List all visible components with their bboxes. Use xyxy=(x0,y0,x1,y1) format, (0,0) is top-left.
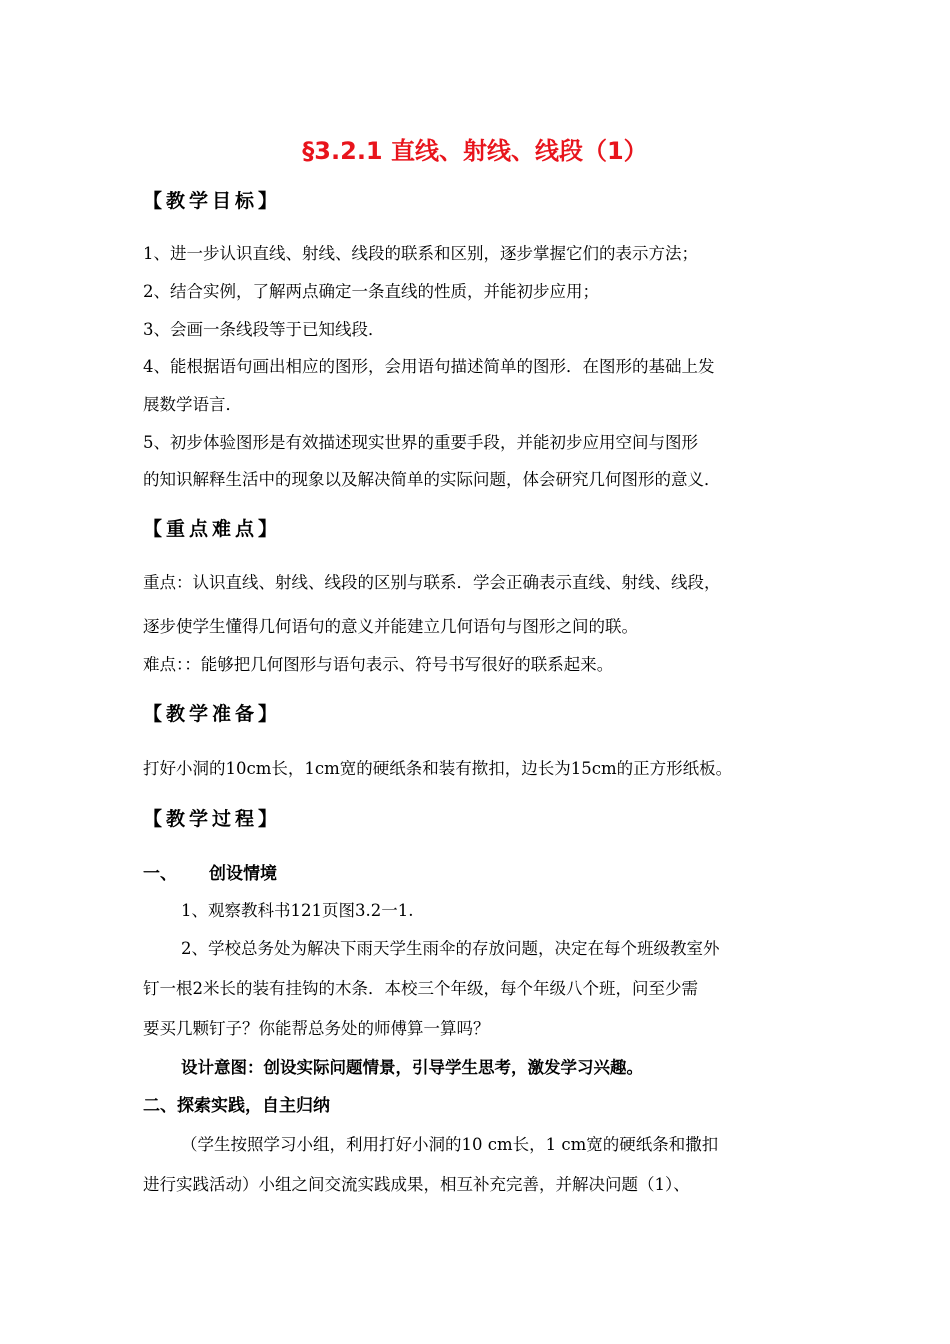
key-point-line: 逐步使学生懂得几何语句的意义并能建立几何语句与图形之间的联。 xyxy=(143,617,638,636)
design-intent: 设计意图：创设实际问题情景，引导学生思考，激发学习兴趣。 xyxy=(181,1058,643,1077)
objective-line: 2、结合实例，了解两点确定一条直线的性质，并能初步应用； xyxy=(143,282,599,301)
objective-line: 3、会画一条线段等于已知线段． xyxy=(143,320,385,339)
key-point-line: 重点：认识直线、射线、线段的区别与联系．学会正确表示直线、射线、线段， xyxy=(143,573,721,592)
process-line: 2、学校总务处为解决下雨天学生雨伞的存放问题，决定在每个班级教室外 xyxy=(181,939,720,958)
process-line: 要买几颗钉子？你能帮总务处的师傅算一算吗？ xyxy=(143,1019,490,1038)
document-title: §3.2.1 直线、射线、线段（1） xyxy=(302,137,648,165)
process-line: 钉一根2米长的装有挂钩的木条．本校三个年级，每个年级八个班，问至少需 xyxy=(143,979,698,998)
section-heading-key-points: 【重点难点】 xyxy=(143,518,282,540)
objective-line: 的知识解释生活中的现象以及解决简单的实际问题，体会研究几何图形的意义． xyxy=(143,470,721,489)
process-step-heading: 二、探索实践，自主归纳 xyxy=(143,1096,330,1116)
process-line: 1、观察教科书121页图3.2一1. xyxy=(181,901,414,920)
objective-line: 4、能根据语句画出相应的图形，会用语句描述简单的图形．在图形的基础上发 xyxy=(143,357,715,376)
process-step-heading xyxy=(143,861,277,887)
section-heading-objectives: 【教学目标】 xyxy=(143,190,282,212)
process-step-number: 一、 xyxy=(143,864,177,884)
objective-line: 展数学语言． xyxy=(143,395,242,414)
process-line: 进行实践活动）小组之间交流实践成果，相互补充完善，并解决问题（1）、 xyxy=(143,1175,690,1194)
process-line: （学生按照学习小组，利用打好小洞的10 cm长，1 cm宽的硬纸条和撒扣 xyxy=(181,1135,719,1154)
objective-line: 5、初步体验图形是有效描述现实世界的重要手段，并能初步应用空间与图形 xyxy=(143,433,698,452)
section-heading-preparation: 【教学准备】 xyxy=(143,703,282,725)
process-step-title: 创设情境 xyxy=(209,864,277,884)
key-point-line: 难点：：能够把几何图形与语句表示、符号书写很好的联系起来。 xyxy=(143,655,614,674)
section-heading-process: 【教学过程】 xyxy=(143,808,282,830)
objective-line: 1、进一步认识直线、射线、线段的联系和区别，逐步掌握它们的表示方法； xyxy=(143,244,698,263)
preparation-text: 打好小洞的10cm长，1cm宽的硬纸条和装有揿扣，边长为15cm的正方形纸板。 xyxy=(143,759,733,778)
